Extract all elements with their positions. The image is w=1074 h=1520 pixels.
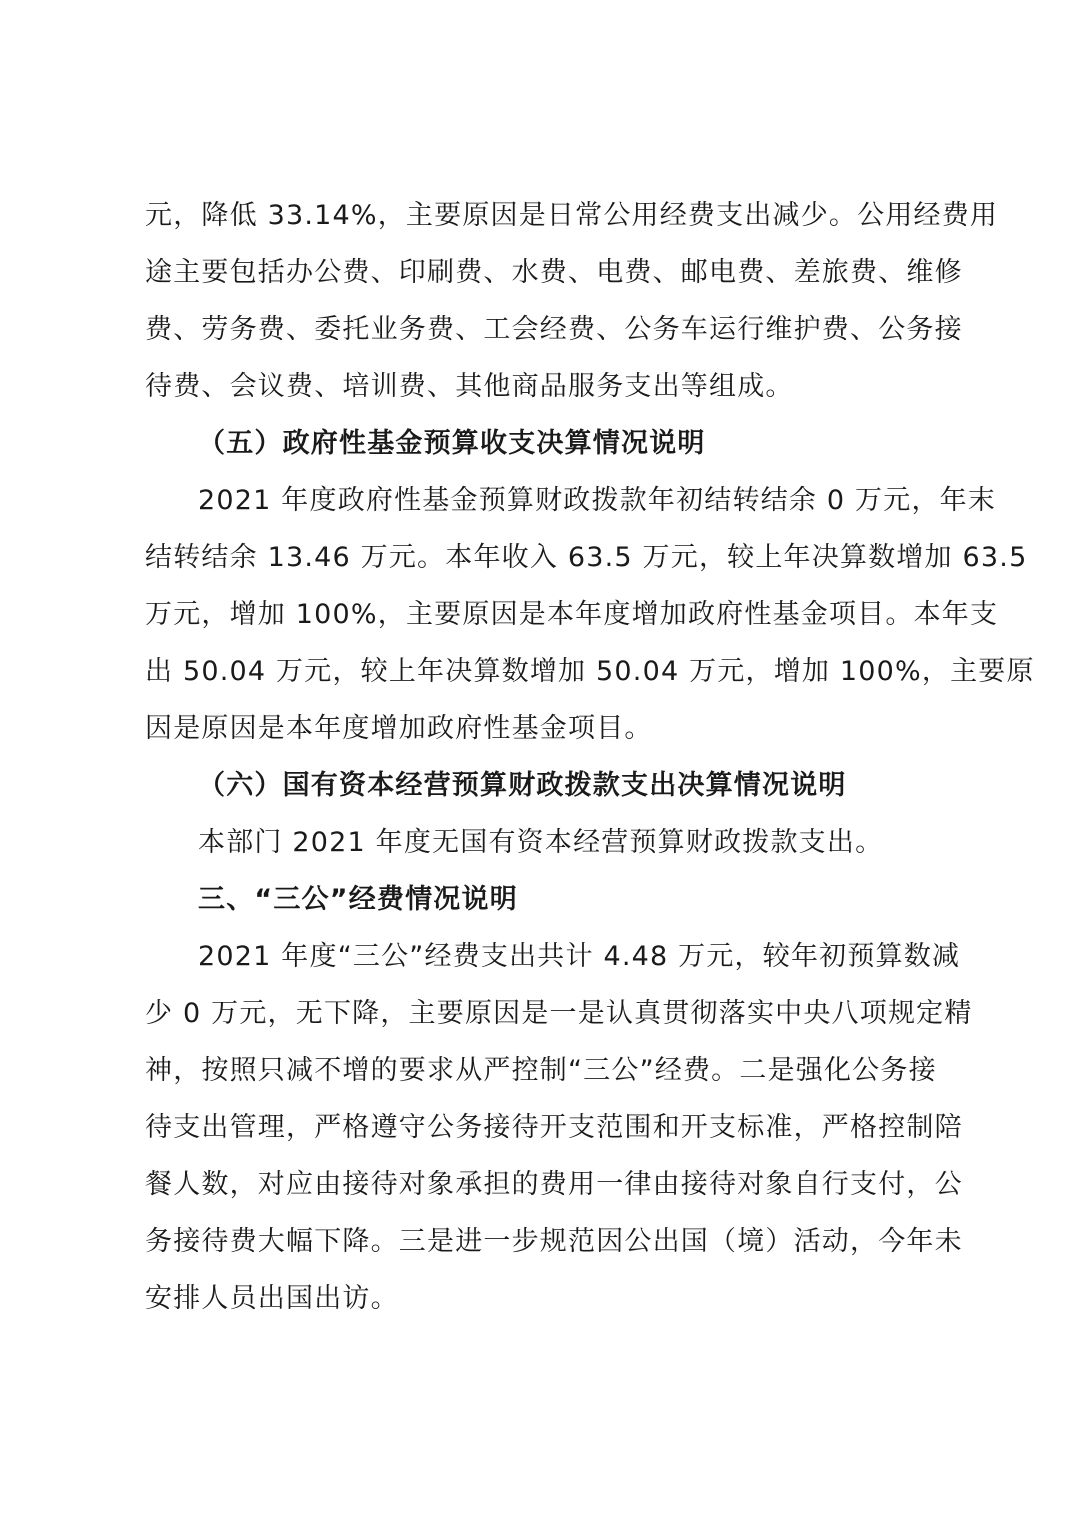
paragraph-line: 餐人数，对应由接待对象承担的费用一律由接待对象自行支付，公 bbox=[145, 1169, 963, 1200]
section-heading-5: （五）政府性基金预算收支决算情况说明 bbox=[198, 428, 706, 459]
paragraph-line: 元，降低 33.14%，主要原因是日常公用经费支出减少。公用经费用 bbox=[145, 200, 999, 231]
paragraph-line: 待支出管理，严格遵守公务接待开支范围和开支标准，严格控制陪 bbox=[145, 1112, 963, 1143]
paragraph-line: 务接待费大幅下降。三是进一步规范因公出国（境）活动，今年未 bbox=[145, 1226, 963, 1257]
paragraph-line: 途主要包括办公费、印刷费、水费、电费、邮电费、差旅费、维修 bbox=[145, 257, 963, 288]
paragraph-line: 因是原因是本年度增加政府性基金项目。 bbox=[145, 713, 653, 744]
section-heading-three-public: 三、“三公”经费情况说明 bbox=[198, 884, 518, 915]
section-heading-6: （六）国有资本经营预算财政拨款支出决算情况说明 bbox=[198, 770, 847, 801]
paragraph-line: 本部门 2021 年度无国有资本经营预算财政拨款支出。 bbox=[198, 827, 884, 858]
paragraph-line: 神，按照只减不增的要求从严控制“三公”经费。二是强化公务接 bbox=[145, 1055, 937, 1086]
paragraph-line: 少 0 万元，无下降，主要原因是一是认真贯彻落实中央八项规定精 bbox=[145, 998, 973, 1029]
paragraph-line: 待费、会议费、培训费、其他商品服务支出等组成。 bbox=[145, 371, 794, 402]
paragraph-line: 2021 年度“三公”经费支出共计 4.48 万元，较年初预算数减 bbox=[198, 941, 961, 972]
paragraph-line: 万元，增加 100%，主要原因是本年度增加政府性基金项目。本年支 bbox=[145, 599, 999, 630]
paragraph-line: 2021 年度政府性基金预算财政拨款年初结转结余 0 万元，年末 bbox=[198, 485, 997, 516]
paragraph-line: 费、劳务费、委托业务费、工会经费、公务车运行维护费、公务接 bbox=[145, 314, 963, 345]
paragraph-line: 结转结余 13.46 万元。本年收入 63.5 万元，较上年决算数增加 63.5 bbox=[145, 542, 1028, 573]
paragraph-line: 出 50.04 万元，较上年决算数增加 50.04 万元，增加 100%，主要原 bbox=[145, 656, 1035, 687]
paragraph-line: 安排人员出国出访。 bbox=[145, 1283, 399, 1314]
